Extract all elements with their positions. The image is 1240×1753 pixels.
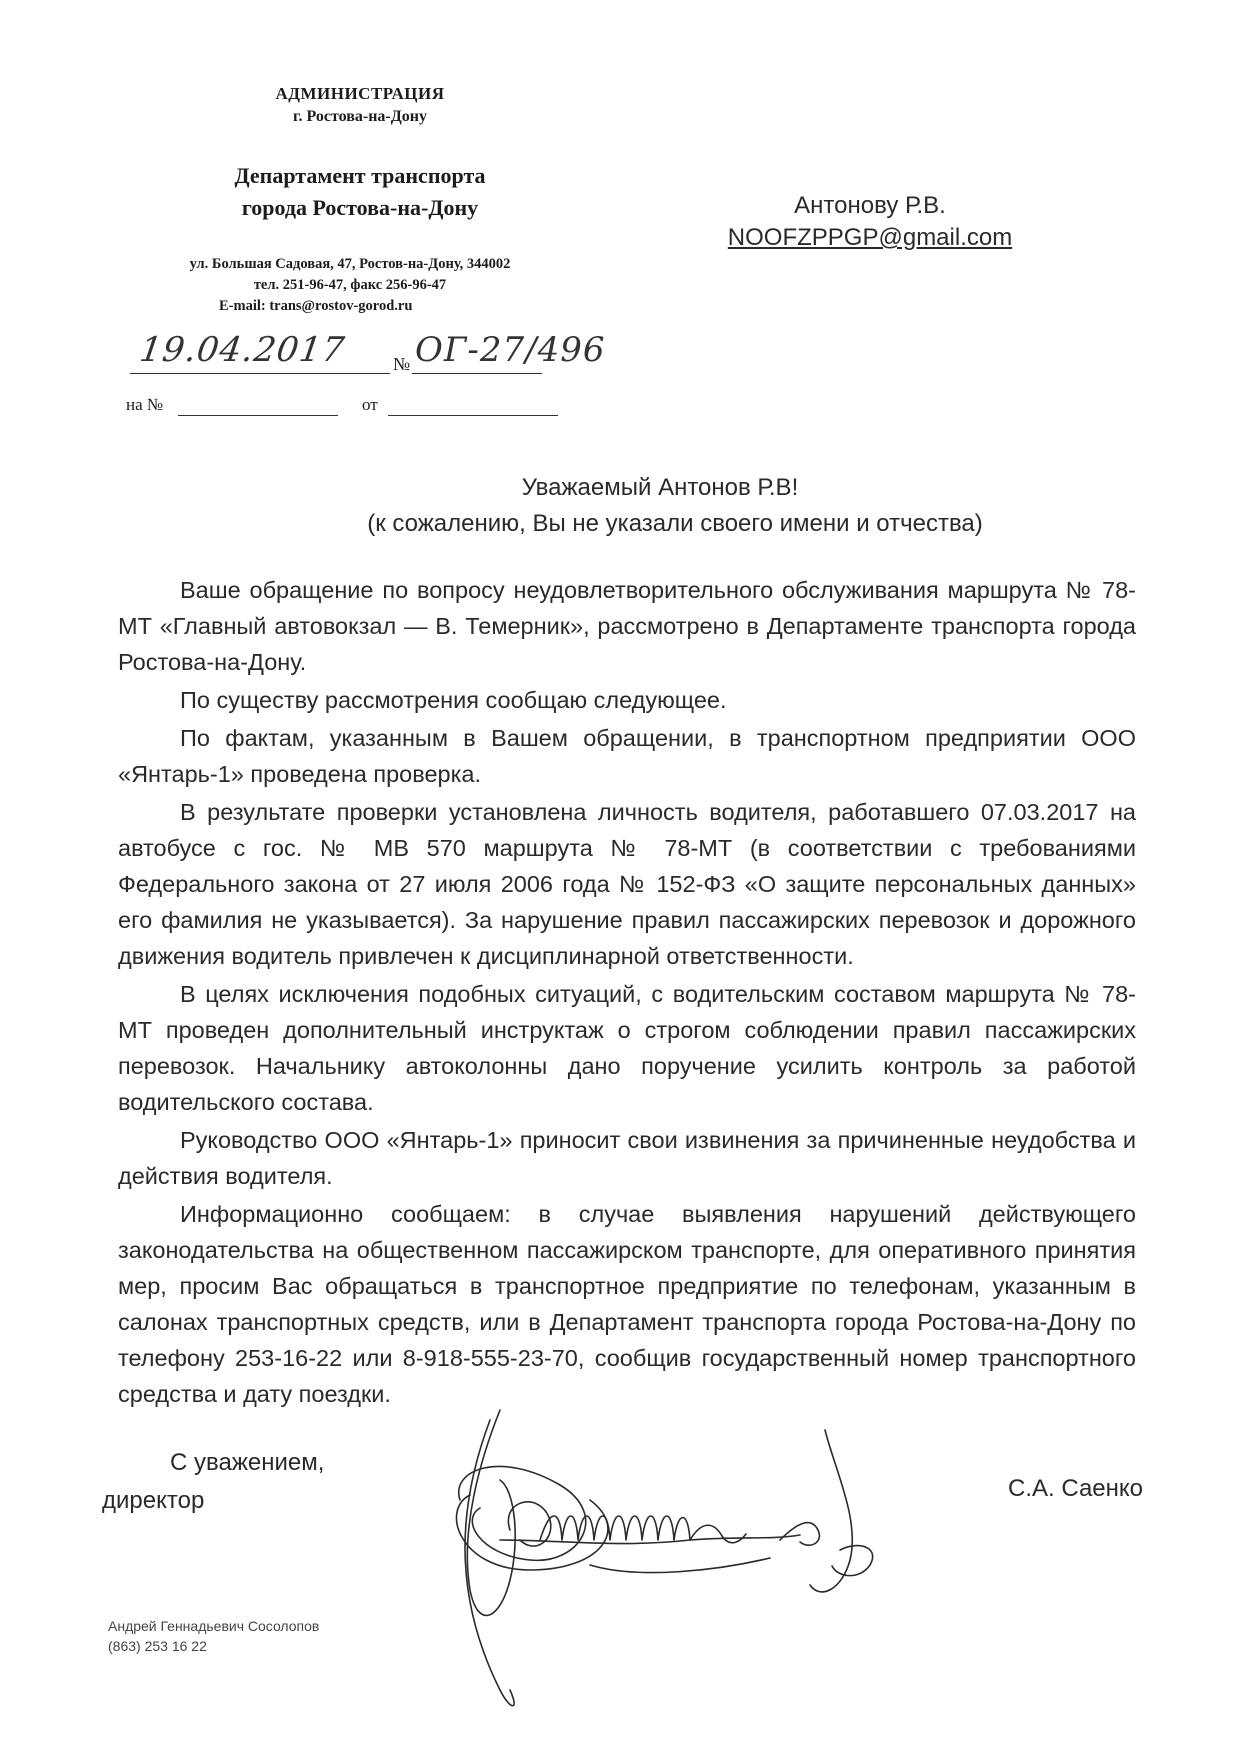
- body-paragraph: Руководство ООО «Янтарь-1» приносит свои извинения за причиненные неудобства и действия водителя.: [118, 1127, 1136, 1189]
- executor-block: [108, 1616, 319, 1656]
- executor-name: Андрей Геннадьевич Сосолопов: [108, 1618, 320, 1634]
- handwritten-number: ОГ-27/496: [415, 330, 606, 370]
- body-paragraph: По фактам, указанным в Вашем обращении, в транспортном предприятии ООО «Янтарь-1» проведена проверка.: [118, 725, 1136, 787]
- email-line: E-mail: trans@rostov-gorod.ru: [219, 298, 413, 314]
- letter-body: [118, 572, 1136, 1412]
- address-line: ул. Большая Садовая, 47, Ростов-на-Дону, 344002: [189, 256, 511, 272]
- greeting-line: Уважаемый Антонов Р.В!: [521, 474, 799, 501]
- number-underline: [412, 373, 542, 374]
- org-name: АДМИНИСТРАЦИЯ: [275, 84, 445, 103]
- body-paragraph: В целях исключения подобных ситуаций, с водительским составом маршрута № 78-МТ проведен дополнительный инструктаж о строгом соблюдении правил пассажирских перевозок. Начальнику автоколонны дано поручение усилить контроль за работой водительского состава.: [118, 981, 1136, 1115]
- department-line-1: Департамент транспорта: [234, 163, 486, 188]
- reference-row: [120, 393, 560, 423]
- body-paragraph: Информационно сообщаем: в случае выявления нарушений действующего законодательства на общественном пассажирском транспорте, для оперативного принятия мер, просим Вас обращаться в транспортное предприятие по телефонам, указанным в салонах транспортных средств, или в Департамент транспорта города Ростова-на-Дону по телефону 253-16-22 или 8-918-555-23-70, сообщив государственный номер транспортного средства и дату поездки.: [118, 1201, 1136, 1407]
- reference-from-label: от: [362, 395, 378, 414]
- number-sign: №: [393, 354, 411, 374]
- registration-row: [130, 330, 640, 380]
- body-paragraph: В результате проверки установлена личность водителя, работавшего 07.03.2017 на автобусе с гос. № МВ 570 маршрута № 78-МТ (в соответствии с требованиями Федерального закона от 27 июля 2006 года № 152-ФЗ «О защите персональных данных» его фамилия не указывается). За нарушение правил пассажирских перевозок и дорожного движения водитель привлечен к дисциплинарной ответственности.: [118, 799, 1136, 969]
- letterhead-contacts: [120, 254, 580, 317]
- org-city: г. Ростова-на-Дону: [293, 108, 427, 125]
- addressee-block: [700, 190, 1040, 254]
- signer-position: директор: [102, 1487, 205, 1514]
- reference-label: на №: [126, 395, 164, 414]
- reference-date-line: [388, 415, 558, 416]
- department-line-2: города Ростова-на-Дону: [241, 195, 479, 220]
- addressee-email: NOOFZPPGP@gmail.com: [727, 224, 1013, 251]
- executor-phone: (863) 253 16 22: [108, 1638, 207, 1654]
- date-underline: [130, 373, 390, 374]
- signer-name: С.А. Саенко: [1008, 1475, 1144, 1502]
- handwritten-date: 19.04.2017: [137, 330, 348, 370]
- greeting: [0, 470, 1240, 542]
- closing-regards: С уважением,: [170, 1449, 325, 1476]
- handwritten-signature: [440, 1390, 960, 1720]
- closing-block: [102, 1444, 324, 1520]
- body-paragraph: Ваше обращение по вопросу неудовлетворительного обслуживания маршрута № 78-МТ «Главный автовокзал — В. Темерник», рассмотрено в Департаменте транспорта города Ростова-на-Дону.: [118, 577, 1136, 675]
- department-name: [150, 160, 570, 224]
- addressee-name: Антонову Р.В.: [794, 192, 946, 219]
- body-paragraph: По существу рассмотрения сообщаю следующее.: [180, 687, 727, 713]
- phone-line: тел. 251-96-47, факс 256-96-47: [253, 277, 447, 293]
- greeting-note: (к сожалению, Вы не указали своего имени и отчества): [367, 510, 983, 537]
- reference-number-line: [178, 415, 338, 416]
